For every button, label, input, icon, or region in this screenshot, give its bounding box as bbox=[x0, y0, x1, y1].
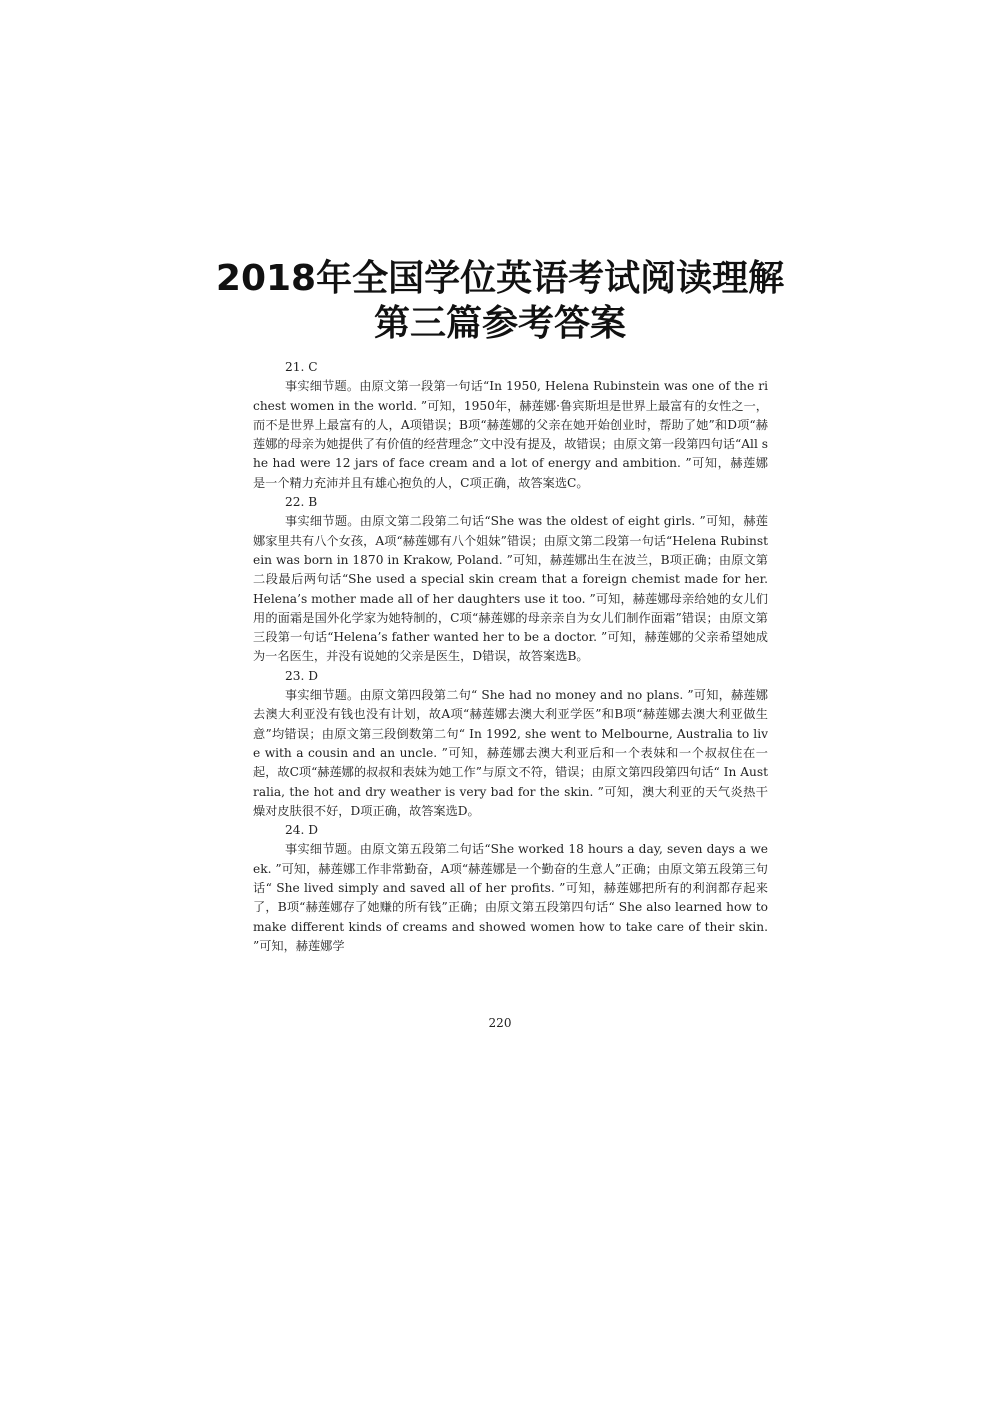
answer-content bbox=[253, 358, 768, 956]
question-number: 24. D bbox=[285, 823, 319, 838]
answer-item-21 bbox=[253, 358, 768, 493]
page-number: 220 bbox=[488, 1016, 512, 1030]
answer-explanation: 事实细节题。由原文第四段第二句“ She had no money and no plans. ”可知，赫莲娜去澳大利亚没有钱也没有计划，故A项“赫莲娜去澳大利亚学医”和B项“赫莲娜去澳大利亚做生意”均错误；由原文第三段倒数第二句“ In 1992, she went to Melbourne, Australia to live with a cousin and an uncle. ”可知，赫莲娜去澳大利亚后和一个表妹和一个叔叔住在一起，故C项“赫莲娜的叔叔和表妹为她工作”与原文不符，错误；由原文第四段第四句话“ In Australia, the hot and dry weather is very bad for the skin. ”可知，澳大利亚的天气炎热干燥对皮肤很不好，D项正确，故答案选D。 bbox=[253, 688, 768, 818]
answer-item-24 bbox=[253, 821, 768, 956]
answer-explanation: 事实细节题。由原文第五段第二句话“She worked 18 hours a day, seven days a week. ”可知，赫莲娜工作非常勤奋，A项“赫莲娜是一个勤奋的生意人”正确；由原文第五段第三句话“ She lived simply and saved all of her profits. ”可知，赫莲娜把所有的利润都存起来了，B项“赫莲娜存了她赚的所有钱”正确；由原文第五段第四句话“ She also learned how to make different kinds of creams and showed women how to take care of their skin. ”可知，赫莲娜学 bbox=[253, 842, 768, 953]
title-line-1: 2018年全国学位英语考试阅读理解 bbox=[215, 258, 785, 299]
question-number: 23. D bbox=[285, 668, 319, 683]
answer-explanation: 事实细节题。由原文第二段第二句话“She was the oldest of eight girls. ”可知，赫莲娜家里共有八个女孩，A项“赫莲娜有八个姐妹”错误；由原文第二段第一句话“Helena Rubinstein was born in 1870 in Krakow, Poland. ”可知，赫莲娜出生在波兰，B项正确；由原文第二段最后两句话“She used a special skin cream that a foreign chemist made for her. Helena’s mother made all of her daughters use it too. ”可知，赫莲娜母亲给她的女儿们用的面霜是国外化学家为她特制的，C项“赫莲娜的母亲亲自为女儿们制作面霜”错误；由原文第三段第一句话“Helena’s father wanted her to be a doctor. ”可知，赫莲娜的父亲希望她成为一名医生，并没有说她的父亲是医生，D错误，故答案选B。 bbox=[253, 514, 768, 664]
answer-item-22 bbox=[253, 493, 768, 667]
question-number: 22. B bbox=[285, 495, 318, 510]
page-title bbox=[0, 256, 1000, 346]
answer-item-23 bbox=[253, 667, 768, 821]
answer-explanation: 事实细节题。由原文第一段第一句话“In 1950, Helena Rubinstein was one of the richest women in the world. ”可知，1950年，赫莲娜·鲁宾斯坦是世界上最富有的女性之一，而不是世界上最富有的人，A项错误；B项“赫莲娜的父亲在她开始创业时，帮助了她”和D项“赫莲娜的母亲为她提供了有价值的经营理念”文中没有提及，故错误；由原文第一段第四句话“All she had were 12 jars of face cream and a lot of energy and ambition. ”可知，赫莲娜是一个精力充沛并且有雄心抱负的人，C项正确，故答案选C。 bbox=[253, 379, 768, 490]
question-number: 21. C bbox=[285, 360, 318, 374]
title-line-2: 第三篇参考答案 bbox=[373, 303, 626, 344]
